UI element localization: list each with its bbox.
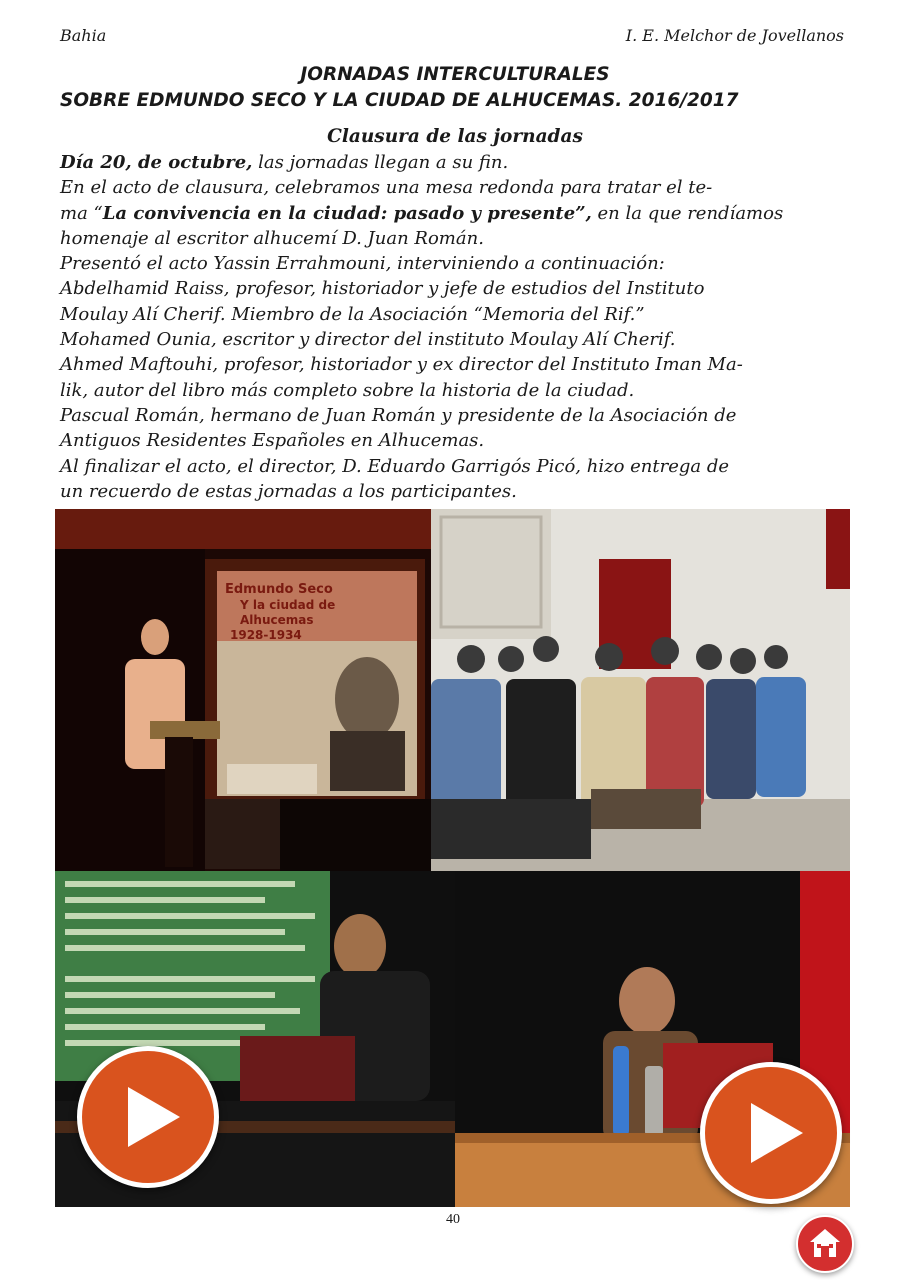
body-line: Antiguos Residentes Españoles en Alhucemas.: [60, 430, 485, 452]
date-bold: Día 20, de octubre,: [60, 152, 253, 173]
photo-audience: [431, 509, 850, 871]
topic-bold: La convivencia en la ciudad: pasado y presente”,: [102, 202, 592, 224]
section-subtitle: Clausura de las jornadas: [327, 126, 583, 147]
body-line: Al finalizar el acto, el director, D. Eduardo Garrigós Picó, hizo entrega de: [60, 455, 730, 477]
body-line: lik, autor del libro más completo sobre la historia de la ciudad.: [60, 379, 635, 401]
body-line: Abdelhamid Raiss, profesor, historiador y jefe de estudios del Instituto: [60, 278, 705, 300]
body-line: Ahmed Maftouhi, profesor, historiador y ex director del Instituto Iman Ma-: [60, 354, 743, 376]
body-line: Moulay Alí Cherif. Miembro de la Asociación “Memoria del Rif.”: [60, 303, 645, 325]
header-right: I. E. Melchor de Jovellanos: [625, 26, 844, 45]
photo-speaker-lectern: [55, 509, 431, 871]
page-number: 40: [446, 1212, 460, 1227]
body-span: en la que rendíamos: [591, 202, 784, 224]
photo-collage: [55, 509, 850, 1207]
body-line: [60, 150, 850, 175]
projection-text: Edmundo Seco: [225, 582, 333, 597]
home-icon: [798, 1217, 852, 1271]
projection-text: Y la ciudad de: [240, 598, 336, 612]
play-icon: [705, 1067, 837, 1199]
photo-audience-art: [431, 509, 850, 871]
body-line: Pascual Román, hermano de Juan Román y presidente de la Asociación de: [60, 404, 737, 426]
body-line: homenaje al escritor alhucemí D. Juan Román.: [60, 227, 484, 249]
body-line: Presentó el acto Yassin Errahmouni, interviniendo a continuación:: [60, 253, 665, 275]
play-video-button-1[interactable]: [77, 1046, 219, 1188]
header-left: Bahia: [60, 26, 107, 45]
body-line: [60, 201, 850, 226]
play-icon: [82, 1051, 214, 1183]
home-button[interactable]: [796, 1215, 854, 1273]
projection-text: Alhucemas: [240, 613, 314, 627]
body-span: las jornadas llegan a su fin.: [252, 152, 509, 173]
body-line: En el acto de clausura, celebramos una mesa redonda para tratar el te-: [60, 177, 713, 199]
body-line: Mohamed Ounia, escritor y director del instituto Moulay Alí Cherif.: [60, 329, 676, 351]
projection-text: 1928-1934: [230, 628, 302, 642]
title-line-1: JORNADAS INTERCULTURALES: [300, 64, 610, 85]
body-span: ma “: [60, 202, 103, 224]
body-line: un recuerdo de estas jornadas a los participantes.: [60, 480, 517, 502]
play-video-button-2[interactable]: [700, 1062, 842, 1204]
photo-speaker-lectern-art: [55, 509, 431, 871]
title-line-2: SOBRE EDMUNDO SECO Y LA CIUDAD DE ALHUCEMAS. 2016/2017: [60, 90, 739, 111]
body-text: [60, 150, 850, 504]
